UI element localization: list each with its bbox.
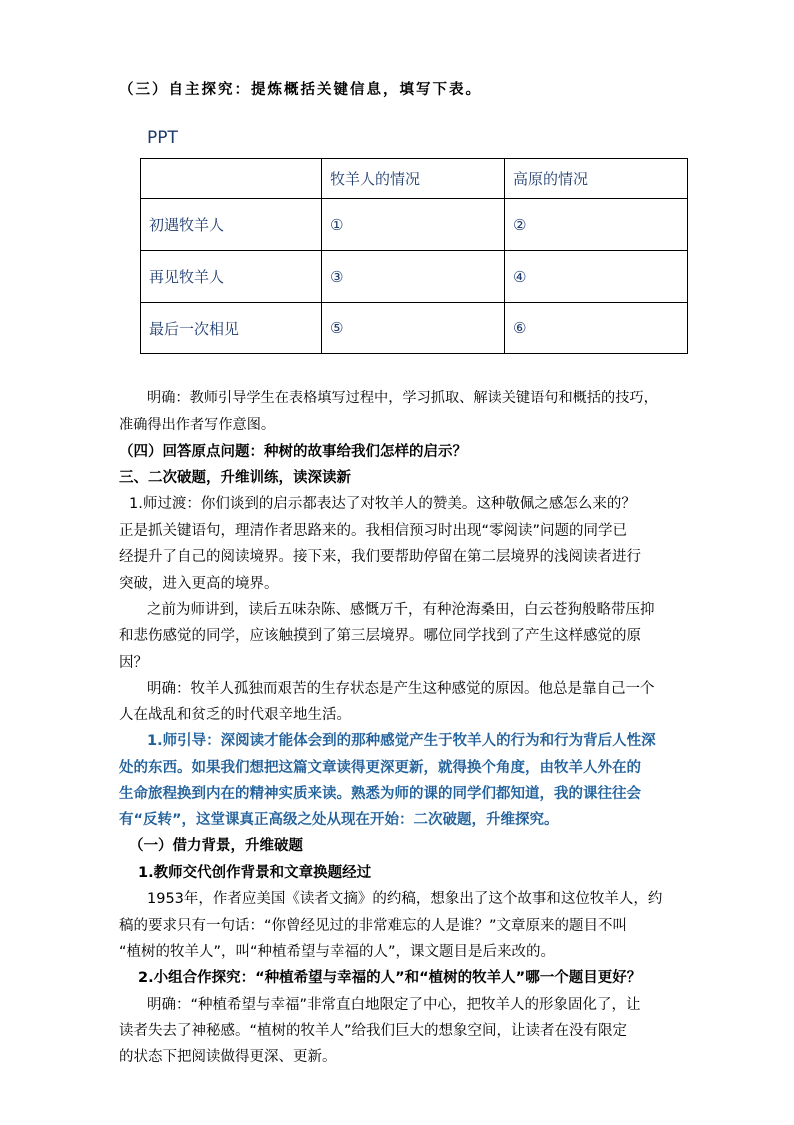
- body-line: 正是抓关键语句，理清作者思路来的。我相信预习时出现“零阅读”问题的同学已: [119, 523, 628, 539]
- step1-heading: 1.教师交代创作背景和文章换题经过: [138, 865, 372, 881]
- body-line: 1953年，作者应美国《读者文摘》的约稿，想象出了这个故事和这位牧羊人，约: [147, 891, 663, 907]
- body-line: “植树的牧羊人”，叫“种植希望与幸福的人”，课文题目是后来改的。: [119, 944, 556, 960]
- plateau-cell: ②: [505, 199, 688, 251]
- guide-line: 处的东西。如果我们想把这篇文章读得更深更新，就得换个角度，由牧羊人外在的: [119, 760, 641, 776]
- row-label: 最后一次相见: [141, 303, 322, 354]
- row-label: 再见牧羊人: [141, 251, 322, 303]
- step2-heading: 2.小组合作探究：“种植希望与幸福的人”和“植树的牧羊人”哪一个题目更好？: [138, 970, 642, 986]
- guide-line: 有“反转”，这堂课真正高级之处从现在开始：二次破题，升维探究。: [119, 812, 559, 828]
- table-header-cell: 牧羊人的情况: [322, 159, 505, 199]
- table-row: [141, 303, 688, 354]
- table-header-cell: [141, 159, 322, 199]
- note-line: 准确得出作者写作意图。: [119, 417, 276, 433]
- body-line: 人在战乱和贫乏的时代艰辛地生活。: [119, 707, 351, 723]
- guide-line: 1.师引导：深阅读才能体会到的那种感觉产生于牧羊人的行为和行为背后人性深: [147, 733, 656, 749]
- part3-heading: 三、二次破题，升维训练，读深读新: [119, 470, 351, 486]
- body-line: 因？: [119, 655, 148, 671]
- body-line: 突破，进入更高的境界。: [119, 576, 279, 592]
- section3-heading: （三）自主探究：提炼概括关键信息，填写下表。: [119, 82, 482, 98]
- body-line: 和悲伤感觉的同学，应该触摸到了第三层境界。哪位同学找到了产生这样感觉的原: [119, 628, 641, 644]
- shepherd-cell: ⑤: [322, 303, 505, 354]
- body-line: 之前为师讲到，读后五味杂陈、感慨万千，有种沧海桑田，白云苍狗般略带压抑: [147, 602, 655, 618]
- table-header-row: [141, 159, 688, 199]
- info-table: [140, 158, 688, 354]
- section4-heading: （四）回答原点问题：种树的故事给我们怎样的启示？: [119, 444, 467, 460]
- body-line: 明确：“种植希望与幸福”非常直白地限定了中心，把牧羊人的形象固化了，让: [147, 997, 641, 1013]
- subsection1-heading: （一）借力背景，升维破题: [129, 838, 303, 854]
- ppt-label: PPT: [147, 128, 178, 148]
- table-row: [141, 251, 688, 303]
- shepherd-cell: ③: [322, 251, 505, 303]
- note-line: 明确：教师引导学生在表格填写过程中，学习抓取、解读关键语句和概括的技巧，: [147, 390, 658, 406]
- shepherd-cell: ①: [322, 199, 505, 251]
- table-header-cell: 高原的情况: [505, 159, 688, 199]
- table-row: [141, 199, 688, 251]
- guide-line: 生命旅程换到内在的精神实质来读。熟悉为师的课的同学们都知道，我的课往往会: [119, 786, 641, 802]
- body-line: 读者失去了神秘感。“植树的牧羊人”给我们巨大的想象空间，让读者在没有限定: [119, 1023, 628, 1039]
- body-line: 的状态下把阅读做得更深、更新。: [119, 1049, 337, 1065]
- body-line: 经提升了自己的阅读境界。接下来，我们要帮助停留在第二层境界的浅阅读者进行: [119, 549, 641, 565]
- row-label: 初遇牧羊人: [141, 199, 322, 251]
- body-line: 1.师过渡：你们谈到的启示都表达了对牧羊人的赞美。这种敬佩之感怎么来的？: [129, 496, 636, 512]
- plateau-cell: ⑥: [505, 303, 688, 354]
- body-line: 稿的要求只有一句话：“你曾经见过的非常难忘的人是谁？”文章原来的题目不叫: [119, 918, 628, 934]
- body-line: 明确：牧羊人孤独而艰苦的生存状态是产生这种感觉的原因。他总是靠自己一个: [147, 681, 655, 697]
- plateau-cell: ④: [505, 251, 688, 303]
